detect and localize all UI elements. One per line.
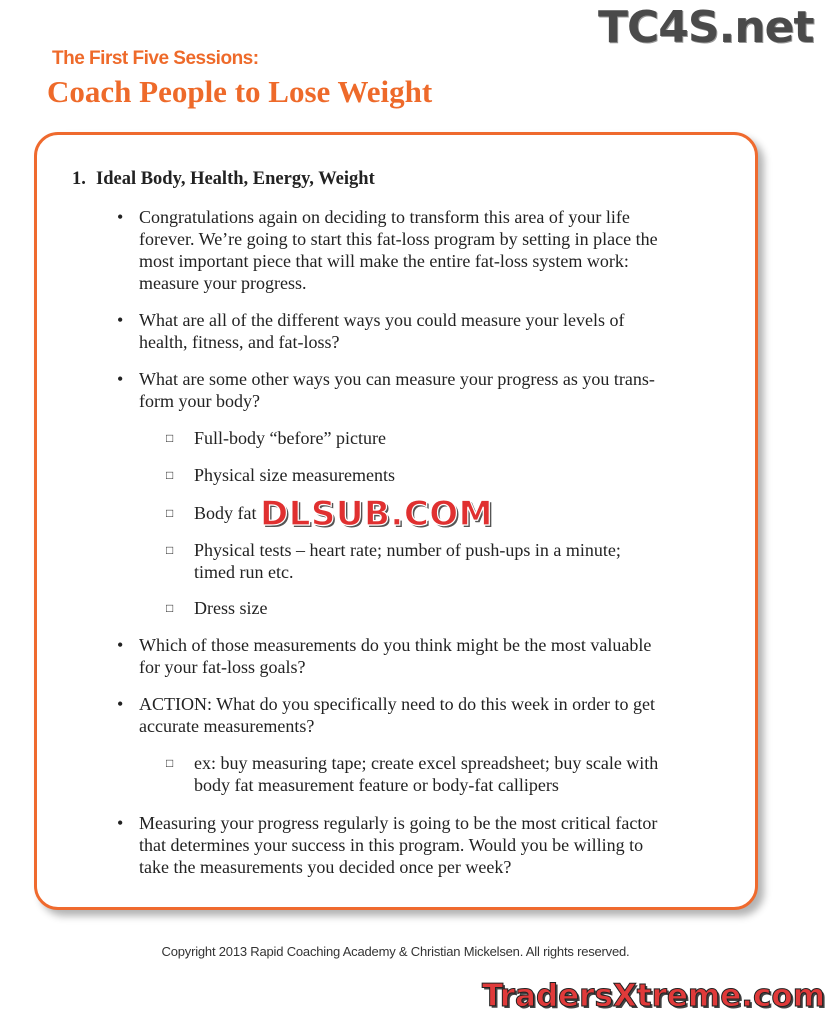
bullet-glyph: • bbox=[117, 635, 124, 655]
text-line: most important piece that will make the entire fat-loss system work: bbox=[139, 251, 629, 271]
bullet-text bbox=[139, 812, 724, 878]
checkbox-icon: □ bbox=[166, 601, 174, 615]
text-line: Which of those measurements do you think might be the most valuable bbox=[139, 635, 652, 655]
text-line: Physical size measurements bbox=[194, 465, 395, 485]
checkbox-icon: □ bbox=[166, 543, 174, 557]
text-line: accurate measurements? bbox=[139, 716, 315, 736]
page-title: Coach People to Lose Weight bbox=[47, 74, 433, 109]
text-line: forever. We’re going to start this fat-loss program by setting in place the bbox=[139, 229, 658, 249]
text-line: Dress size bbox=[194, 598, 268, 618]
center-watermark: DLSUB.COM bbox=[260, 494, 494, 534]
footer-watermark: TradersXtreme.com bbox=[482, 978, 825, 1014]
checklist-text bbox=[194, 752, 714, 796]
checkbox-icon: □ bbox=[166, 756, 174, 770]
bullet-text bbox=[139, 634, 724, 678]
text-line: ACTION: What do you specifically need to do this week in order to get bbox=[139, 694, 656, 714]
copyright-notice: Copyright 2013 Rapid Coaching Academy & Christian Mickelsen. All rights reserved. bbox=[161, 944, 630, 959]
checklist-text bbox=[194, 597, 714, 619]
checklist-text bbox=[194, 427, 714, 449]
section-title: Ideal Body, Health, Energy, Weight bbox=[96, 169, 375, 189]
section-number: 1. bbox=[72, 169, 86, 189]
bullet-glyph: • bbox=[117, 207, 124, 227]
bullet-glyph: • bbox=[117, 694, 124, 714]
checklist-text bbox=[194, 464, 714, 486]
bullet-glyph: • bbox=[117, 310, 124, 330]
bullet-glyph: • bbox=[117, 369, 124, 389]
text-line: timed run etc. bbox=[194, 562, 294, 582]
text-line: What are all of the different ways you could measure your levels of bbox=[139, 310, 625, 330]
checkbox-icon: □ bbox=[166, 506, 174, 520]
text-line: Congratulations again on deciding to transform this area of your life bbox=[139, 207, 630, 227]
text-line: for your fat-loss goals? bbox=[139, 657, 306, 677]
text-line: health, fitness, and fat-loss? bbox=[139, 332, 340, 352]
section-heading bbox=[72, 169, 375, 190]
text-line: form your body? bbox=[139, 391, 260, 411]
text-line: Physical tests – heart rate; number of push-ups in a minute; bbox=[194, 540, 621, 560]
text-line: that determines your success in this program. Would you be willing to bbox=[139, 835, 644, 855]
bullet-text bbox=[139, 309, 724, 353]
checkbox-icon: □ bbox=[166, 431, 174, 445]
bullet-text bbox=[139, 206, 724, 294]
text-line: measure your progress. bbox=[139, 273, 307, 293]
text-line: Measuring your progress regularly is going to be the most critical factor bbox=[139, 813, 658, 833]
text-line: Body fat bbox=[194, 503, 257, 523]
text-line: ex: buy measuring tape; create excel spreadsheet; buy scale with bbox=[194, 753, 659, 773]
bullet-glyph: • bbox=[117, 813, 124, 833]
bullet-text bbox=[139, 368, 724, 412]
checkbox-icon: □ bbox=[166, 468, 174, 482]
text-line: take the measurements you decided once per week? bbox=[139, 857, 512, 877]
text-line: body fat measurement feature or body-fat callipers bbox=[194, 775, 559, 795]
text-line: What are some other ways you can measure your progress as you trans- bbox=[139, 369, 655, 389]
text-line: Full-body “before” picture bbox=[194, 428, 386, 448]
bullet-text bbox=[139, 693, 724, 737]
checklist-text bbox=[194, 539, 714, 583]
header-subtitle: The First Five Sessions: bbox=[52, 48, 259, 69]
site-logo: TC4S.net bbox=[598, 2, 814, 53]
